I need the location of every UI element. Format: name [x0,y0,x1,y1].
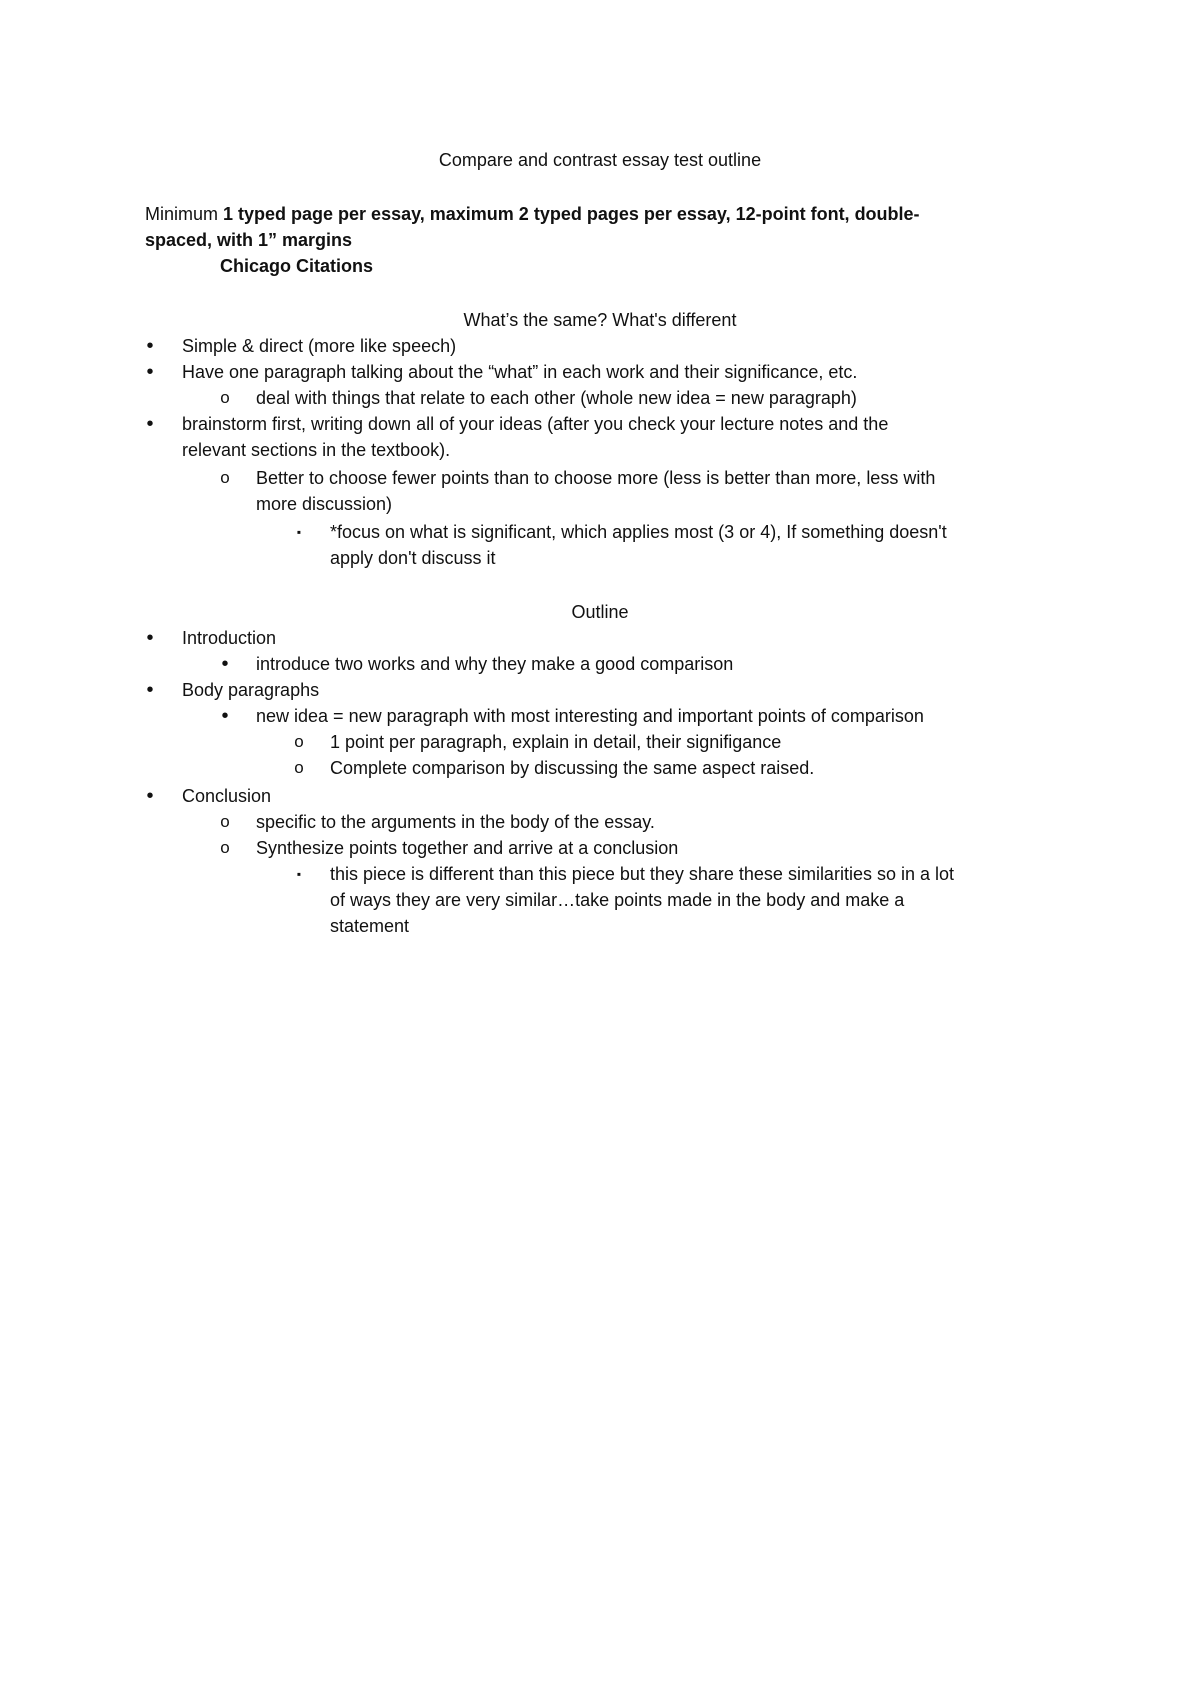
list-item-continuation: apply don't discuss it [330,548,496,568]
bullet-circle-icon: o [294,758,304,777]
bullet-dot-icon: • [221,653,229,675]
bullet-square-icon: ▪ [296,525,302,539]
list-item: specific to the arguments in the body of the essay. [256,812,655,832]
list-item: Have one paragraph talking about the “what” in each work and their significance, etc. [182,362,858,382]
list-item: Simple & direct (more like speech) [182,336,457,356]
section-heading-same-different: What’s the same? What's different [463,310,737,330]
list-item-continuation: relevant sections in the textbook). [182,440,451,460]
requirements-line-2: spaced, with 1” margins [145,230,353,250]
list-item: Body paragraphs [182,680,320,700]
requirements-bold-1: 1 typed page per essay, maximum 2 typed pages per essay, 12-point font, double- [223,204,920,224]
list-item: this piece is different than this piece but they share these similarities so in a lot [330,864,954,884]
list-item: Complete comparison by discussing the same aspect raised. [330,758,815,778]
bullet-dot-icon: • [146,679,154,701]
citations-note: Chicago Citations [220,256,374,276]
list-item-continuation: statement [330,916,410,936]
list-item-continuation: more discussion) [256,494,393,514]
list-item: introduce two works and why they make a good comparison [256,654,734,674]
list-item: Synthesize points together and arrive at a conclusion [256,838,679,858]
bullet-dot-icon: • [221,705,229,727]
section-heading-outline: Outline [571,602,629,622]
bullet-circle-icon: o [294,732,304,751]
bullet-square-icon: ▪ [296,867,302,881]
bullet-dot-icon: • [146,627,154,649]
bullet-circle-icon: o [220,468,230,487]
bullet-dot-icon: • [146,361,154,383]
bullet-dot-icon: • [146,413,154,435]
list-item: deal with things that relate to each other (whole new idea = new paragraph) [256,388,857,408]
bullet-dot-icon: • [146,335,154,357]
list-item: 1 point per paragraph, explain in detail, their signifigance [330,732,782,752]
list-item: brainstorm first, writing down all of your ideas (after you check your lecture notes and the [182,414,889,434]
list-item: new idea = new paragraph with most interesting and important points of comparison [256,706,924,726]
page-title: Compare and contrast essay test outline [438,150,762,170]
bullet-circle-icon: o [220,388,230,407]
list-item: Introduction [182,628,277,648]
requirements-line-1 [145,201,920,227]
list-item-continuation: of ways they are very similar…take points made in the body and make a [330,890,905,910]
list-item: *focus on what is significant, which applies most (3 or 4), If something doesn't [330,522,947,542]
list-item: Better to choose fewer points than to choose more (less is better than more, less with [256,468,936,488]
list-item: Conclusion [182,786,272,806]
bullet-dot-icon: • [146,785,154,807]
requirements-prefix: Minimum [145,204,224,224]
bullet-circle-icon: o [220,812,230,831]
bullet-circle-icon: o [220,838,230,857]
